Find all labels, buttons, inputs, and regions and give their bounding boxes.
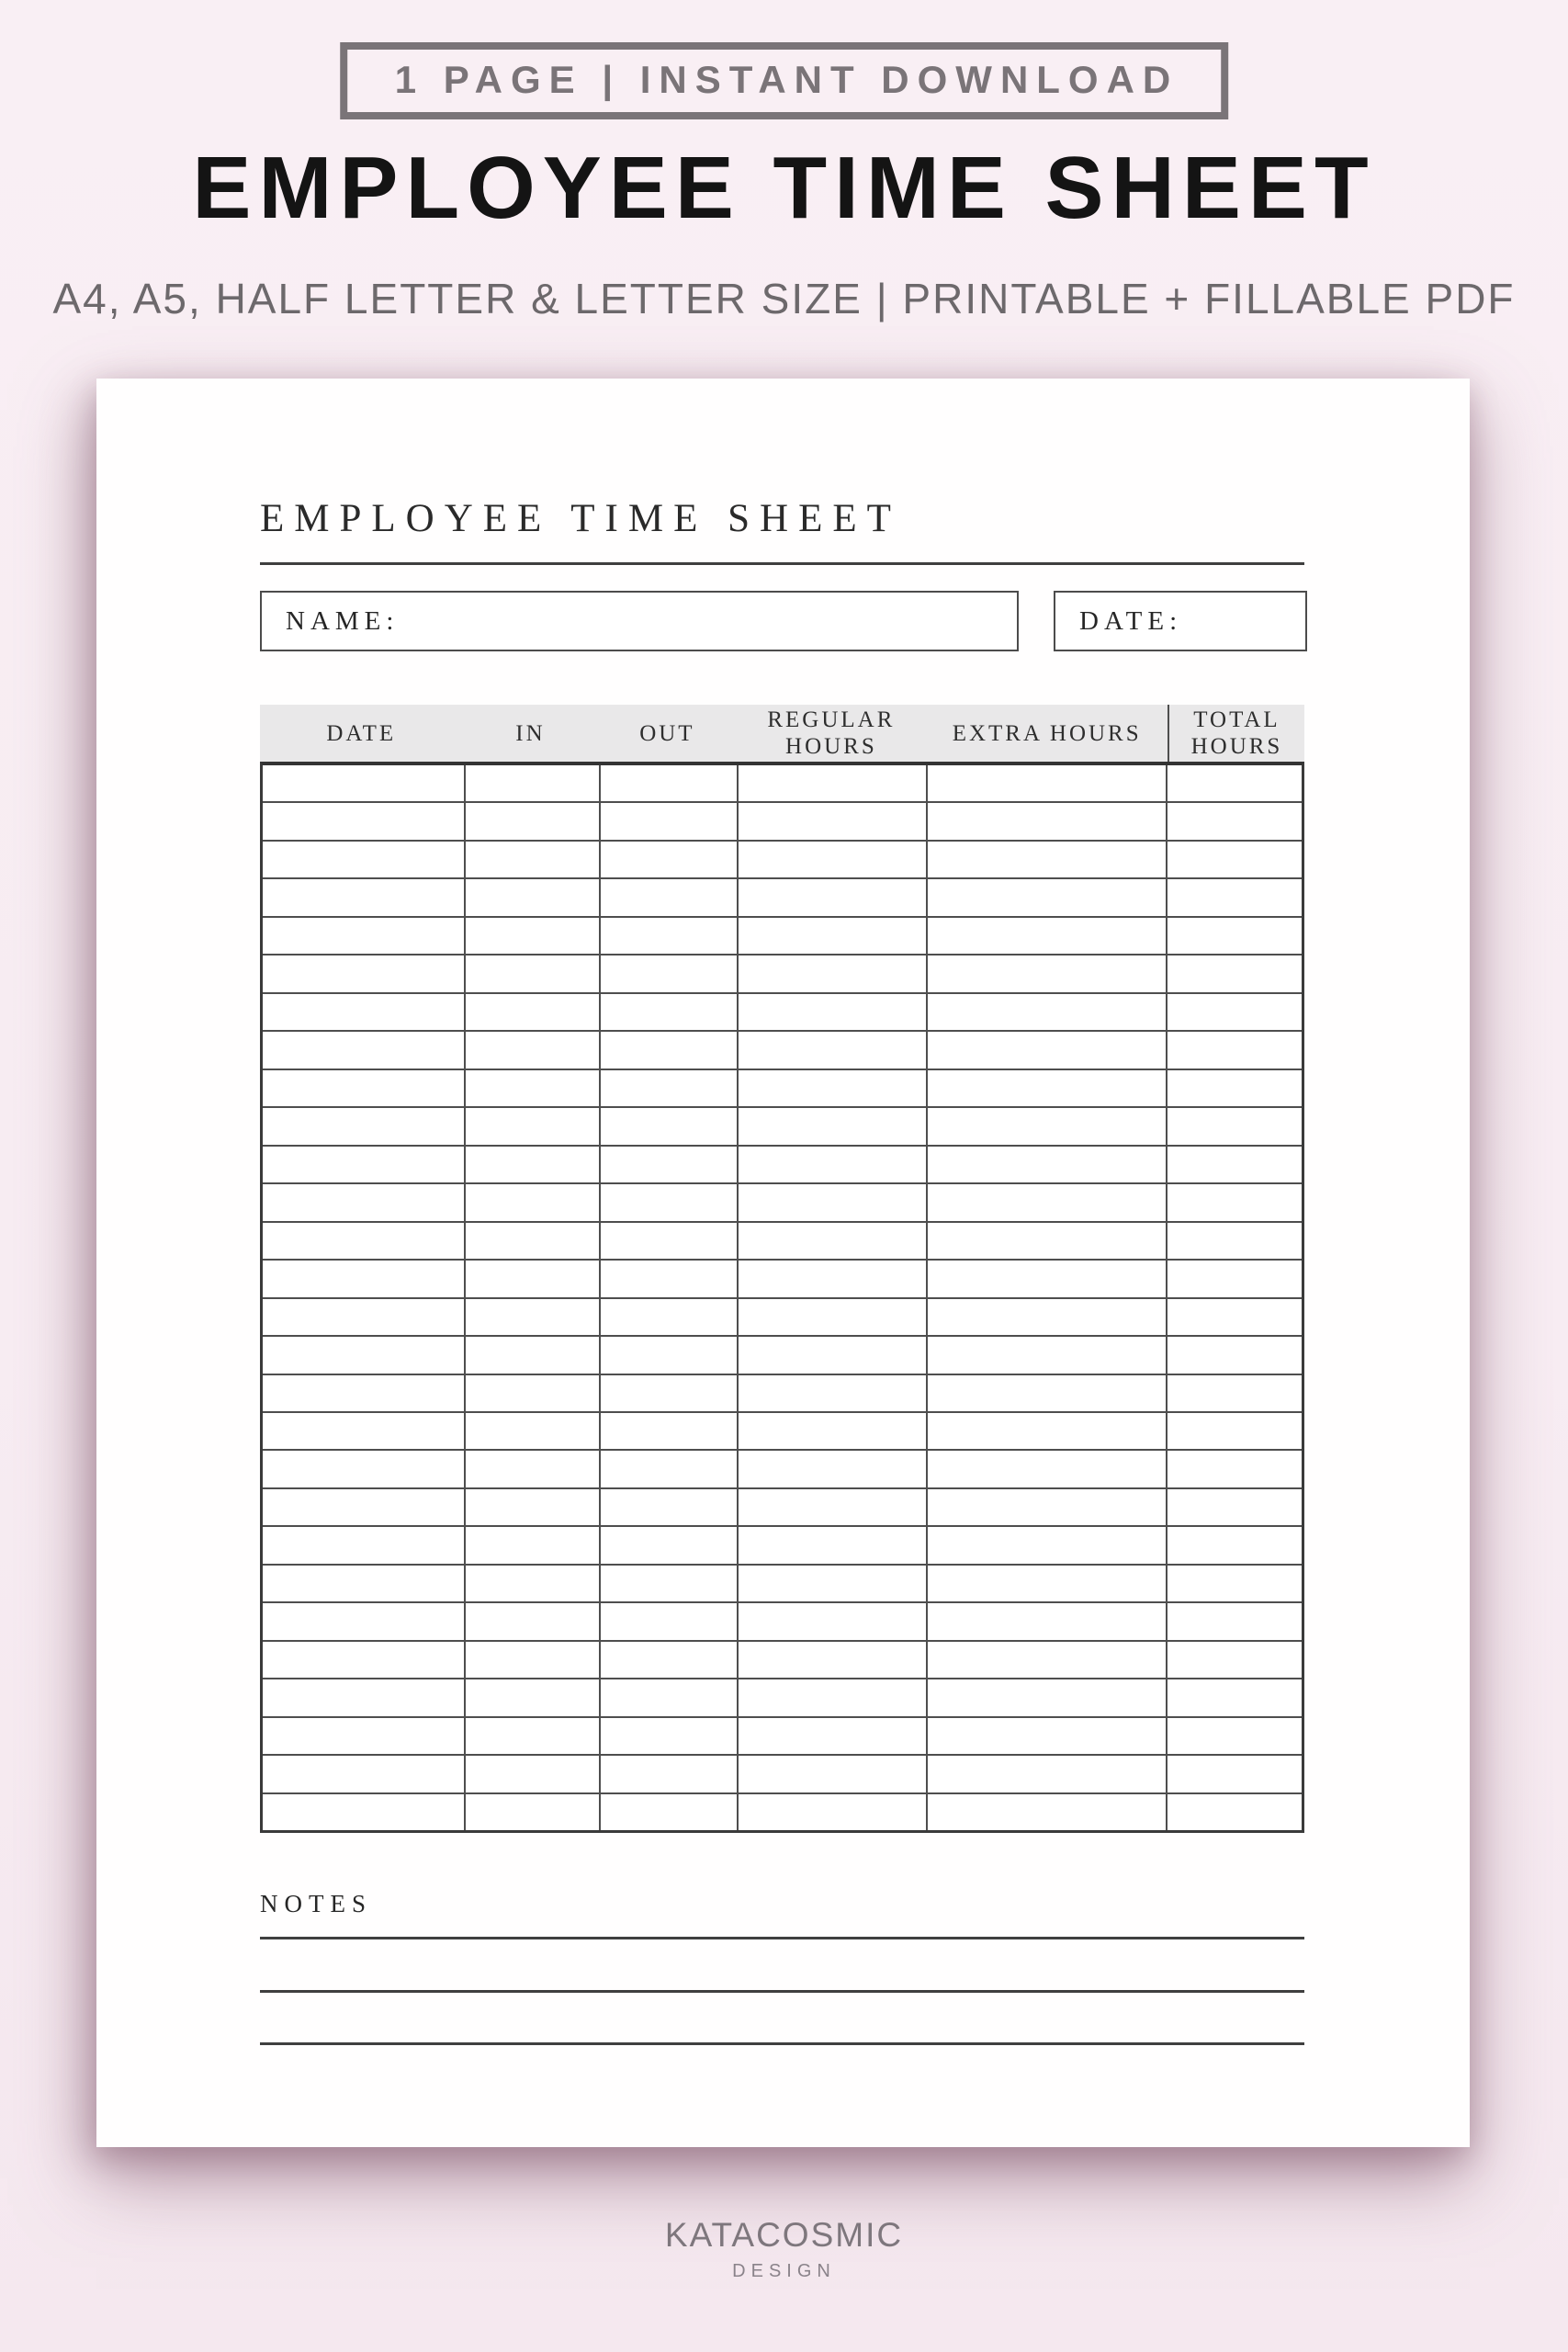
table-cell[interactable] [1166, 1718, 1302, 1754]
table-cell[interactable] [737, 1261, 926, 1296]
table-cell[interactable] [926, 1299, 1166, 1335]
table-row [263, 1030, 1302, 1068]
table-cell[interactable] [737, 1413, 926, 1449]
date-field[interactable] [1054, 591, 1307, 651]
table-cell[interactable] [464, 1603, 599, 1639]
table-cell[interactable] [599, 956, 736, 991]
table-cell[interactable] [926, 1223, 1166, 1259]
table-cell[interactable] [737, 879, 926, 915]
table-cell[interactable] [1166, 803, 1302, 839]
notes-line[interactable] [260, 2042, 1304, 2045]
table-row [263, 1601, 1302, 1639]
table-cell[interactable] [263, 1375, 464, 1411]
table-cell[interactable] [737, 956, 926, 991]
table-cell[interactable] [464, 1566, 599, 1601]
table-cell[interactable] [737, 803, 926, 839]
table-cell[interactable] [464, 1718, 599, 1754]
table-cell[interactable] [1166, 1642, 1302, 1678]
table-cell[interactable] [464, 1299, 599, 1335]
table-cell[interactable] [464, 1642, 599, 1678]
table-cell[interactable] [926, 1527, 1166, 1563]
table-cell[interactable] [599, 1642, 736, 1678]
table-cell[interactable] [926, 1794, 1166, 1830]
table-cell[interactable] [263, 1489, 464, 1525]
table-row [263, 1487, 1302, 1525]
table-cell[interactable] [1166, 1756, 1302, 1792]
table-cell[interactable] [926, 1337, 1166, 1373]
table-cell[interactable] [263, 1261, 464, 1296]
table-cell[interactable] [926, 1489, 1166, 1525]
table-cell[interactable] [1166, 1184, 1302, 1220]
table-cell[interactable] [464, 1375, 599, 1411]
table-cell[interactable] [599, 803, 736, 839]
table-cell[interactable] [599, 1718, 736, 1754]
table-cell[interactable] [926, 879, 1166, 915]
table-cell[interactable] [926, 1718, 1166, 1754]
table-cell[interactable] [926, 1070, 1166, 1106]
table-cell[interactable] [599, 1679, 736, 1715]
table-cell[interactable] [263, 918, 464, 954]
table-cell[interactable] [926, 1566, 1166, 1601]
table-cell[interactable] [1166, 918, 1302, 954]
table-cell[interactable] [599, 1223, 736, 1259]
table-cell[interactable] [263, 1070, 464, 1106]
table-cell[interactable] [1166, 1070, 1302, 1106]
table-cell[interactable] [737, 1032, 926, 1068]
table-row [263, 1297, 1302, 1335]
table-cell[interactable] [464, 994, 599, 1030]
table-cell[interactable] [464, 803, 599, 839]
table-cell[interactable] [737, 1108, 926, 1144]
table-cell[interactable] [263, 1223, 464, 1259]
table-cell[interactable] [1166, 1337, 1302, 1373]
table-cell[interactable] [599, 1070, 736, 1106]
table-cell[interactable] [464, 1261, 599, 1296]
table-row [263, 1640, 1302, 1678]
table-cell[interactable] [737, 1679, 926, 1715]
table-row [263, 1259, 1302, 1296]
table-cell[interactable] [926, 994, 1166, 1030]
table-cell[interactable] [263, 1451, 464, 1487]
table-cell[interactable] [464, 1756, 599, 1792]
table-row [263, 1374, 1302, 1411]
table-cell[interactable] [737, 765, 926, 801]
table-cell[interactable] [737, 1603, 926, 1639]
name-field[interactable] [260, 591, 1019, 651]
table-cell[interactable] [464, 765, 599, 801]
table-cell[interactable] [263, 1756, 464, 1792]
badge [340, 42, 1229, 119]
table-row [263, 954, 1302, 991]
table-cell[interactable] [1166, 1108, 1302, 1144]
table-cell[interactable] [464, 842, 599, 877]
table-cell[interactable] [464, 879, 599, 915]
table-cell[interactable] [1166, 1299, 1302, 1335]
table-cell[interactable] [263, 1794, 464, 1830]
notes-line[interactable] [260, 1937, 1304, 1939]
table-cell[interactable] [263, 765, 464, 801]
table-cell[interactable] [926, 803, 1166, 839]
table-cell[interactable] [926, 1642, 1166, 1678]
timesheet-paper [96, 379, 1470, 2147]
table-cell[interactable] [263, 1299, 464, 1335]
table-cell[interactable] [737, 1299, 926, 1335]
name-label: NAME: [286, 605, 400, 636]
table-cell[interactable] [599, 1184, 736, 1220]
brand-sub-label: DESIGN [732, 2261, 836, 2281]
table-cell[interactable] [464, 918, 599, 954]
table-cell[interactable] [599, 994, 736, 1030]
table-cell[interactable] [737, 1223, 926, 1259]
table-cell[interactable] [599, 1756, 736, 1792]
table-cell[interactable] [737, 1147, 926, 1182]
table-cell[interactable] [263, 842, 464, 877]
column-header-total-hours: TOTAL HOURS [1168, 705, 1304, 762]
table-cell[interactable] [926, 1603, 1166, 1639]
badge-label: 1 PAGE | INSTANT DOWNLOAD [394, 58, 1179, 101]
table-cell[interactable] [464, 956, 599, 991]
table-cell[interactable] [464, 1223, 599, 1259]
table-cell[interactable] [737, 918, 926, 954]
table-cell[interactable] [926, 1375, 1166, 1411]
table-row [263, 1678, 1302, 1715]
table-cell[interactable] [1166, 1223, 1302, 1259]
table-row [263, 1145, 1302, 1182]
table-cell[interactable] [1166, 1603, 1302, 1639]
table-cell[interactable] [599, 918, 736, 954]
table-cell[interactable] [263, 1603, 464, 1639]
table-row [263, 1716, 1302, 1754]
table-cell[interactable] [1166, 1413, 1302, 1449]
table-cell[interactable] [737, 1527, 926, 1563]
table-cell[interactable] [737, 1184, 926, 1220]
table-cell[interactable] [926, 1184, 1166, 1220]
table-row [263, 1106, 1302, 1144]
table-cell[interactable] [926, 1679, 1166, 1715]
table-cell[interactable] [926, 1756, 1166, 1792]
table-row [263, 840, 1302, 877]
table-cell[interactable] [464, 1108, 599, 1144]
table-cell[interactable] [599, 1032, 736, 1068]
table-cell[interactable] [737, 1642, 926, 1678]
column-header-regular-hours: REGULAR HOURS [767, 707, 896, 759]
table-cell[interactable] [464, 1527, 599, 1563]
notes-line[interactable] [260, 1990, 1304, 1993]
table-cell[interactable] [1166, 879, 1302, 915]
page-subtitle: A4, A5, HALF LETTER & LETTER SIZE | PRINTABLE + FILLABLE PDF [52, 275, 1516, 322]
table-cell[interactable] [263, 803, 464, 839]
sheet-heading: EMPLOYEE TIME SHEET [260, 497, 901, 540]
table-cell[interactable] [926, 956, 1166, 991]
table-cell[interactable] [263, 1337, 464, 1373]
table-cell[interactable] [599, 1566, 736, 1601]
table-cell[interactable] [926, 1147, 1166, 1182]
table-cell[interactable] [263, 994, 464, 1030]
table-cell[interactable] [464, 1489, 599, 1525]
table-cell[interactable] [599, 1527, 736, 1563]
table-cell[interactable] [737, 1756, 926, 1792]
table-cell[interactable] [599, 765, 736, 801]
table-cell[interactable] [599, 1299, 736, 1335]
table-cell[interactable] [263, 1108, 464, 1144]
notes-label: NOTES [260, 1890, 372, 1917]
column-header-out: OUT [639, 720, 695, 746]
table-row [263, 877, 1302, 915]
table-cell[interactable] [599, 1375, 736, 1411]
table-cell[interactable] [464, 1032, 599, 1068]
table-cell[interactable] [737, 994, 926, 1030]
table-cell[interactable] [926, 918, 1166, 954]
table-cell[interactable] [263, 1679, 464, 1715]
table-cell[interactable] [926, 1108, 1166, 1144]
table-cell[interactable] [263, 1527, 464, 1563]
table-cell[interactable] [263, 1184, 464, 1220]
table-row [263, 1449, 1302, 1487]
table-cell[interactable] [737, 1451, 926, 1487]
table-cell[interactable] [1166, 1566, 1302, 1601]
table-cell[interactable] [599, 1413, 736, 1449]
table-cell[interactable] [1166, 842, 1302, 877]
table-cell[interactable] [1166, 1451, 1302, 1487]
table-cell[interactable] [599, 1147, 736, 1182]
column-header-in: IN [515, 720, 546, 746]
table-cell[interactable] [737, 1070, 926, 1106]
table-cell[interactable] [464, 1451, 599, 1487]
heading-rule [260, 562, 1304, 565]
table-cell[interactable] [263, 1718, 464, 1754]
table-cell[interactable] [737, 1337, 926, 1373]
table-cell[interactable] [926, 1032, 1166, 1068]
table-cell[interactable] [263, 1147, 464, 1182]
table-cell[interactable] [599, 1451, 736, 1487]
table-row [263, 992, 1302, 1030]
table-cell[interactable] [464, 1679, 599, 1715]
table-cell[interactable] [1166, 1375, 1302, 1411]
table-cell[interactable] [599, 1337, 736, 1373]
table-row [263, 1411, 1302, 1449]
table-cell[interactable] [599, 1261, 736, 1296]
table-row [263, 1525, 1302, 1563]
table-row [263, 1221, 1302, 1259]
table-cell[interactable] [737, 1794, 926, 1830]
table-cell[interactable] [926, 1451, 1166, 1487]
table-cell[interactable] [1166, 1261, 1302, 1296]
page-title: EMPLOYEE TIME SHEET [192, 139, 1376, 237]
table-cell[interactable] [599, 1108, 736, 1144]
table-cell[interactable] [926, 765, 1166, 801]
table-cell[interactable] [737, 1489, 926, 1525]
column-header-extra-hours: EXTRA HOURS [952, 720, 1142, 746]
table-row [263, 1792, 1302, 1830]
table-cell[interactable] [737, 842, 926, 877]
table-cell[interactable] [1166, 994, 1302, 1030]
table-cell[interactable] [737, 1718, 926, 1754]
table-row [263, 1069, 1302, 1106]
table-cell[interactable] [737, 1566, 926, 1601]
table-header-row [260, 705, 1304, 762]
table-row [263, 1754, 1302, 1792]
table-row [263, 765, 1302, 801]
table-cell[interactable] [599, 1794, 736, 1830]
table-cell[interactable] [1166, 1032, 1302, 1068]
table-cell[interactable] [464, 1147, 599, 1182]
table-cell[interactable] [263, 1413, 464, 1449]
table-cell[interactable] [263, 1032, 464, 1068]
table-cell[interactable] [1166, 956, 1302, 991]
table-cell[interactable] [599, 1489, 736, 1525]
table-cell[interactable] [737, 1375, 926, 1411]
table-cell[interactable] [464, 1337, 599, 1373]
table-cell[interactable] [263, 956, 464, 991]
table-cell[interactable] [1166, 1794, 1302, 1830]
table-cell[interactable] [464, 1070, 599, 1106]
table-cell[interactable] [464, 1184, 599, 1220]
table-cell[interactable] [464, 1413, 599, 1449]
table-cell[interactable] [926, 1413, 1166, 1449]
table-row [263, 1335, 1302, 1373]
timesheet-table [260, 705, 1304, 1833]
table-cell[interactable] [464, 1794, 599, 1830]
table-cell[interactable] [1166, 1527, 1302, 1563]
table-row [263, 801, 1302, 839]
table-cell[interactable] [926, 842, 1166, 877]
date-label: DATE: [1079, 605, 1183, 636]
table-cell[interactable] [599, 842, 736, 877]
table-row [263, 1182, 1302, 1220]
table-cell[interactable] [1166, 1147, 1302, 1182]
column-header-date: DATE [326, 720, 397, 746]
table-cell[interactable] [599, 1603, 736, 1639]
table-cell[interactable] [263, 1566, 464, 1601]
table-cell[interactable] [599, 879, 736, 915]
table-row [263, 916, 1302, 954]
table-cell[interactable] [1166, 765, 1302, 801]
table-body [260, 762, 1304, 1833]
table-cell[interactable] [1166, 1489, 1302, 1525]
table-cell[interactable] [1166, 1679, 1302, 1715]
table-cell[interactable] [263, 1642, 464, 1678]
table-row [263, 1564, 1302, 1601]
table-cell[interactable] [926, 1261, 1166, 1296]
table-cell[interactable] [263, 879, 464, 915]
brand-logo: KATACOSMIC [664, 2216, 904, 2254]
